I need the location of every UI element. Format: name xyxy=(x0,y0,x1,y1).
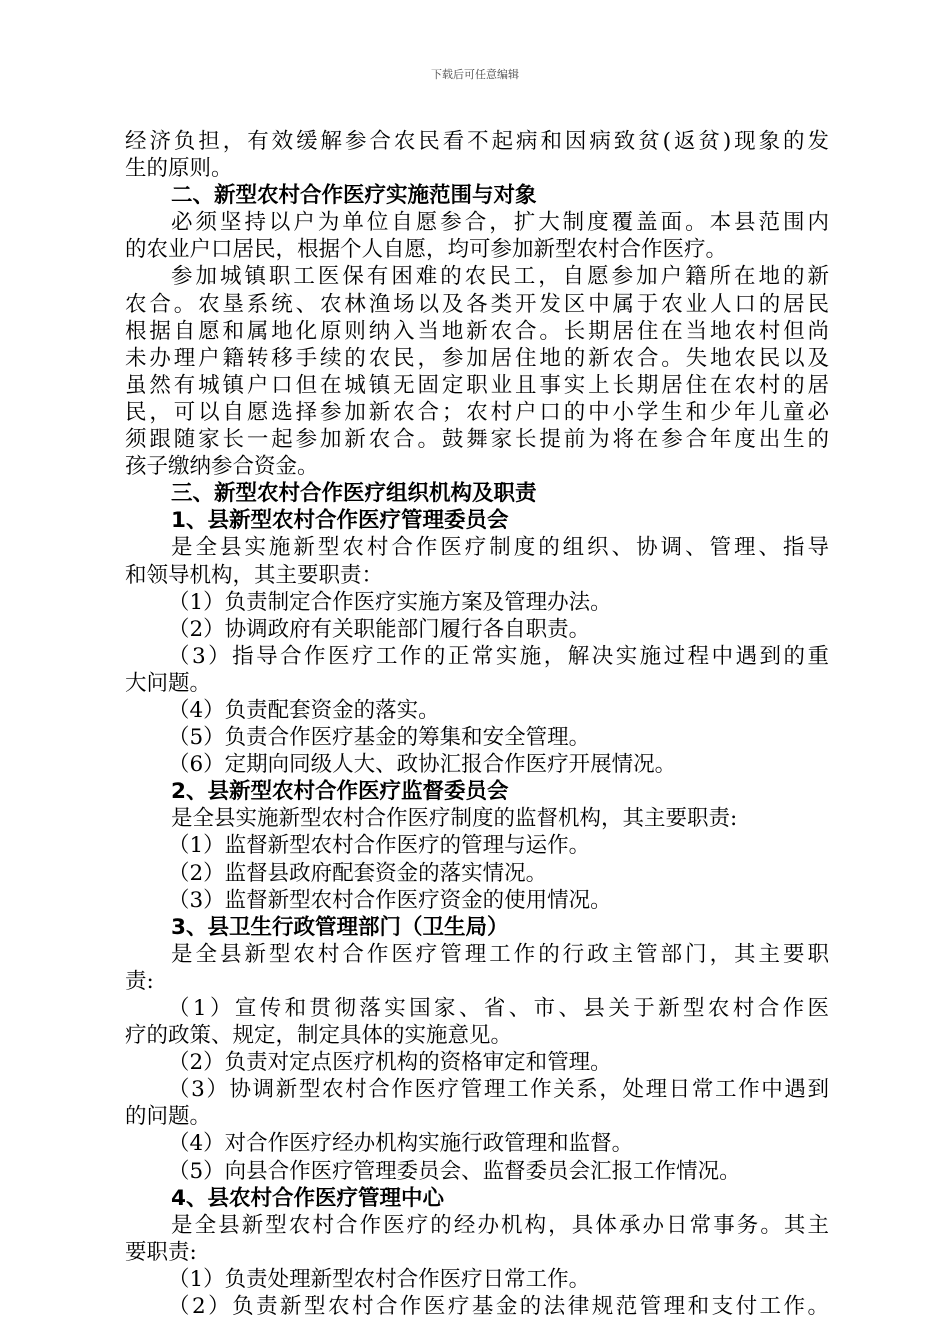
list-item: （2）负责新型农村合作医疗基金的法律规范管理和支付工作。 xyxy=(168,1294,829,1320)
list-item: （3）监督新型农村合作医疗资金的使用情况。 xyxy=(168,887,612,913)
text-line: 的农业户口居民，根据个人自愿，均可参加新型农村合作医疗。 xyxy=(125,237,728,263)
list-item: （1）负责制定合作医疗实施方案及管理办法。 xyxy=(168,589,612,615)
text-line: 是全县实施新型农村合作医疗制度的监督机构，其主要职责: xyxy=(171,806,738,832)
text-line: 责: xyxy=(125,968,154,994)
text-line: 经济负担，有效缓解参合农民看不起病和因病致贫(返贫)现象的发 xyxy=(125,129,829,154)
subsection-heading: 4、县农村合作医疗管理中心 xyxy=(171,1185,444,1211)
list-item: （3）指导合作医疗工作的正常实施，解决实施过程中遇到的重 xyxy=(168,643,829,669)
subsection-heading: 2、县新型农村合作医疗监督委员会 xyxy=(171,779,509,805)
text-line: 是全县实施新型农村合作医疗制度的组织、协调、管理、指导 xyxy=(171,535,829,561)
list-item: （5）负责合作医疗基金的筹集和安全管理。 xyxy=(168,725,591,751)
list-item: （4）对合作医疗经办机构实施行政管理和监督。 xyxy=(168,1131,634,1157)
text-line: 参加城镇职工医保有困难的农民工，自愿参加户籍所在地的新 xyxy=(171,264,829,290)
list-item: （2）监督县政府配套资金的落实情况。 xyxy=(168,860,548,886)
text-line: 必须坚持以户为单位自愿参合，扩大制度覆盖面。本县范围内 xyxy=(171,210,829,236)
list-item: （1）负责处理新型农村合作医疗日常工作。 xyxy=(168,1266,591,1292)
list-item: （1）宣传和贯彻落实国家、省、市、县关于新型农村合作医 xyxy=(168,996,829,1021)
section-heading: 二、新型农村合作医疗实施范围与对象 xyxy=(171,183,537,209)
document-body xyxy=(125,128,829,1320)
text-line: 的问题。 xyxy=(125,1104,212,1130)
text-line: 要职责: xyxy=(125,1239,197,1265)
text-line: 民，可以自愿选择参加新农合；农村户口的中小学生和少年儿童必 xyxy=(125,399,829,425)
list-item: （6）定期向同级人大、政协汇报合作医疗开展情况。 xyxy=(168,752,677,778)
list-item: （2）负责对定点医疗机构的资格审定和管理。 xyxy=(168,1050,612,1076)
subsection-heading: 1、县新型农村合作医疗管理委员会 xyxy=(171,508,509,534)
list-item: （3）协调新型农村合作医疗管理工作关系，处理日常工作中遇到 xyxy=(168,1077,829,1103)
list-item: （5）向县合作医疗管理委员会、监督委员会汇报工作情况。 xyxy=(168,1158,741,1184)
text-line: 是全县新型农村合作医疗的经办机构，具体承办日常事务。其主 xyxy=(171,1212,829,1238)
text-line: 根据自愿和属地化原则纳入当地新农合。长期居住在当地农村但尚 xyxy=(125,318,829,344)
text-line: 须跟随家长一起参加新农合。鼓舞家长提前为将在参合年度出生的 xyxy=(125,427,829,453)
text-line: 大问题。 xyxy=(125,670,212,696)
text-line: 是全县新型农村合作医疗管理工作的行政主管部门，其主要职 xyxy=(171,941,829,967)
text-line: 和领导机构，其主要职责： xyxy=(125,562,384,588)
text-line: 未办理户籍转移手续的农民，参加居住地的新农合。失地农民以及 xyxy=(125,345,829,371)
list-item: （4）负责配套资金的落实。 xyxy=(168,697,440,723)
page-header: 下载后可任意编辑 xyxy=(431,68,519,81)
text-line: 虽然有城镇户口但在城镇无固定职业且事实上长期居住在农村的居 xyxy=(125,372,829,398)
section-heading: 三、新型农村合作医疗组织机构及职责 xyxy=(171,481,537,507)
list-item: （2）协调政府有关职能部门履行各自职责。 xyxy=(168,616,591,642)
text-line: 疗的政策、规定，制定具体的实施意见。 xyxy=(125,1023,513,1049)
text-line: 生的原则。 xyxy=(125,156,233,182)
text-line: 孩子缴纳参合资金。 xyxy=(125,454,319,480)
subsection-heading: 3、县卫生行政管理部门（卫生局） xyxy=(171,914,509,940)
text-line: 农合。农垦系统、农林渔场以及各类开发区中属于农业人口的居民 xyxy=(125,291,829,317)
list-item: （1）监督新型农村合作医疗的管理与运作。 xyxy=(168,833,591,859)
